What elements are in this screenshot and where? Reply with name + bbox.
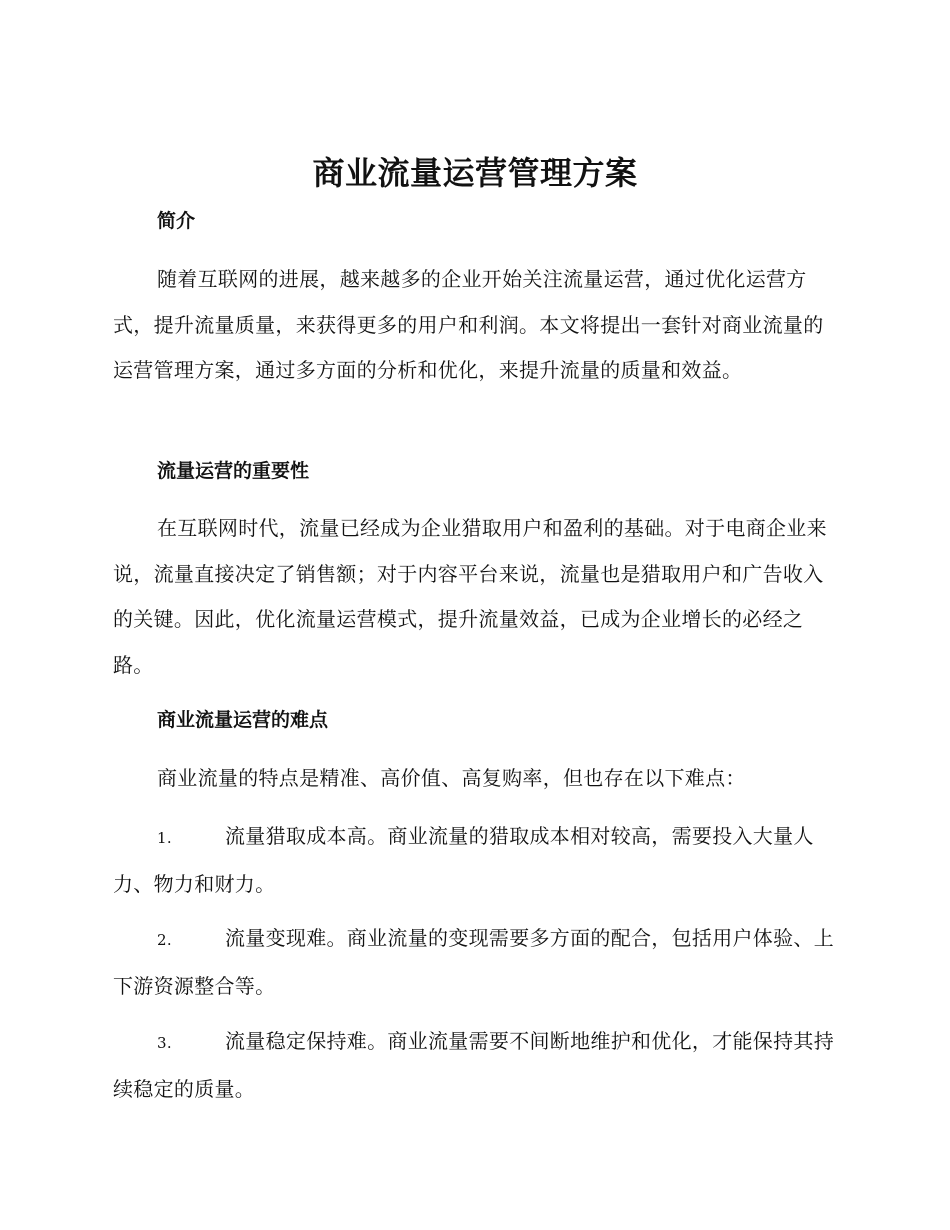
list-item-number: 1. bbox=[157, 829, 172, 847]
list-item bbox=[113, 916, 835, 1009]
section-paragraph-importance: 在互联网时代，流量已经成为企业猎取用户和盈利的基础。对于电商企业来说，流量直接决定了销售额；对于内容平台来说，流量也是猎取用户和广告收入的关键。因此，优化流量运营模式，提升流量效益，已成为企业增长的必经之路。 bbox=[113, 516, 827, 677]
list-item-text: 流量猎取成本高。商业流量的猎取成本相对较高，需要投入大量人力、物力和财力。 bbox=[113, 824, 814, 896]
section-paragraph-difficulties: 商业流量的特点是精准、高价值、高复购率，但也存在以下难点： bbox=[157, 766, 746, 790]
section-heading-importance: 流量运营的重要性 bbox=[157, 460, 310, 482]
section-heading-intro: 简介 bbox=[157, 210, 196, 232]
list-item-text: 流量稳定保持难。商业流量需要不间断地维护和优化，才能保持其持续稳定的质量。 bbox=[113, 1029, 834, 1101]
list-item-text: 流量变现难。商业流量的变现需要多方面的配合，包括用户体验、上下游资源整合等。 bbox=[113, 926, 834, 998]
document-title: 商业流量运营管理方案 bbox=[312, 154, 638, 192]
list-item bbox=[113, 1019, 835, 1112]
section-paragraph-intro: 随着互联网的进展，越来越多的企业开始关注流量运营，通过优化运营方式，提升流量质量，来获得更多的用户和利润。本文将提出一套针对商业流量的运营管理方案，通过多方面的分析和优化，来提升流量的质量和效益。 bbox=[113, 267, 824, 382]
list-item bbox=[113, 814, 835, 907]
list-item-number: 3. bbox=[157, 1034, 172, 1052]
section-heading-difficulties: 商业流量运营的难点 bbox=[157, 709, 329, 731]
list-item-number: 2. bbox=[157, 931, 172, 949]
